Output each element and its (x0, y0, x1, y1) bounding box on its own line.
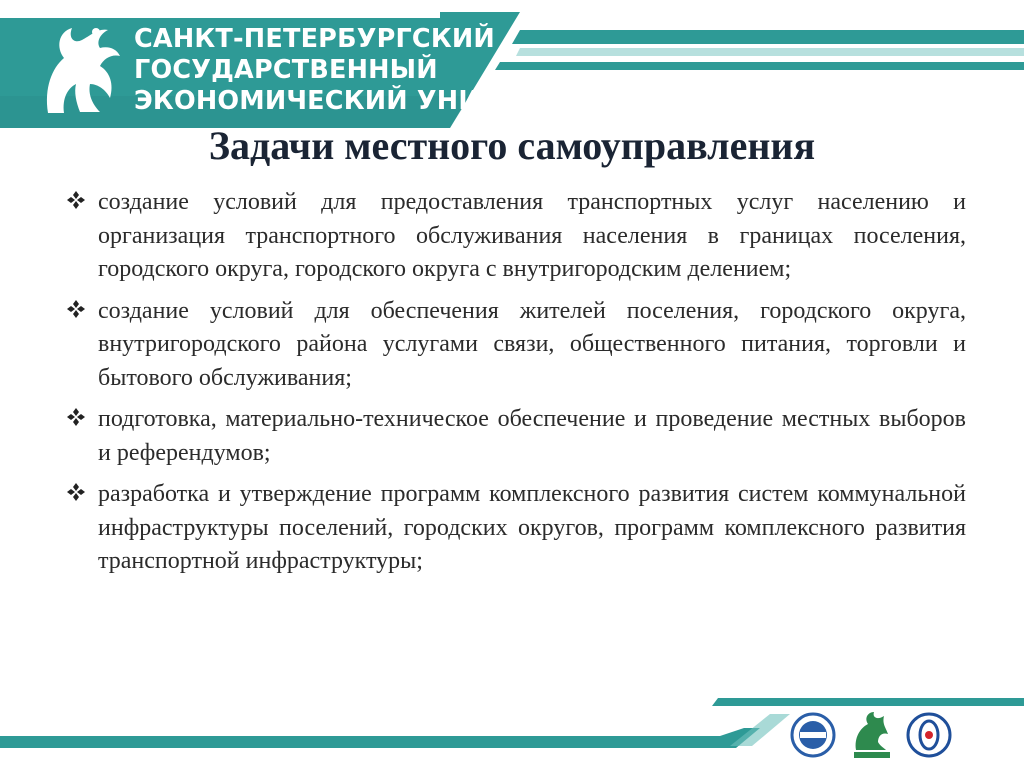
university-name-line-1: САНКТ-ПЕТЕРБУРГСКИЙ (134, 24, 495, 54)
diamond-bullet-icon (66, 190, 86, 210)
diamond-bullet-icon (66, 299, 86, 319)
list-item (66, 295, 966, 396)
list-item (66, 478, 966, 579)
list-item (66, 186, 966, 287)
university-name-line-3: ЭКОНОМИЧЕСКИЙ УНИВЕРСИТЕТ (134, 86, 630, 116)
task-list (66, 186, 966, 587)
list-item-text: создание условий для обеспечения жителей поселения, городского округа, внутригородского района услугами связи, общественного питания, торговли и бытового обслуживания; (98, 297, 966, 391)
list-item-text: разработка и утверждение программ комплексного развития систем коммунальной инфраструктуры поселений, городских округов, программ комплексного развития транспортной инфраструктуры; (98, 481, 966, 574)
list-item-text: подготовка, материально-техническое обеспечение и проведение местных выборов и референдумов; (98, 406, 966, 466)
diamond-bullet-icon (66, 407, 86, 427)
list-item (66, 403, 966, 470)
university-name (134, 24, 629, 117)
slide-title: Задачи местного самоуправления (208, 123, 816, 168)
university-name-line-2: ГОСУДАРСТВЕННЫЙ (134, 55, 438, 85)
engecon-logo-icon (790, 712, 836, 758)
griffin-logo-icon (38, 18, 126, 118)
finec-logo-icon (850, 708, 894, 762)
list-item-text: создание условий для предоставления транспортных услуг населению и организация транспортного обслуживания населения в границах поселения, городского округа, городского округа с внутригородским делением; (98, 189, 966, 282)
diamond-bullet-icon (66, 482, 86, 502)
third-partner-logo-icon (906, 712, 952, 758)
